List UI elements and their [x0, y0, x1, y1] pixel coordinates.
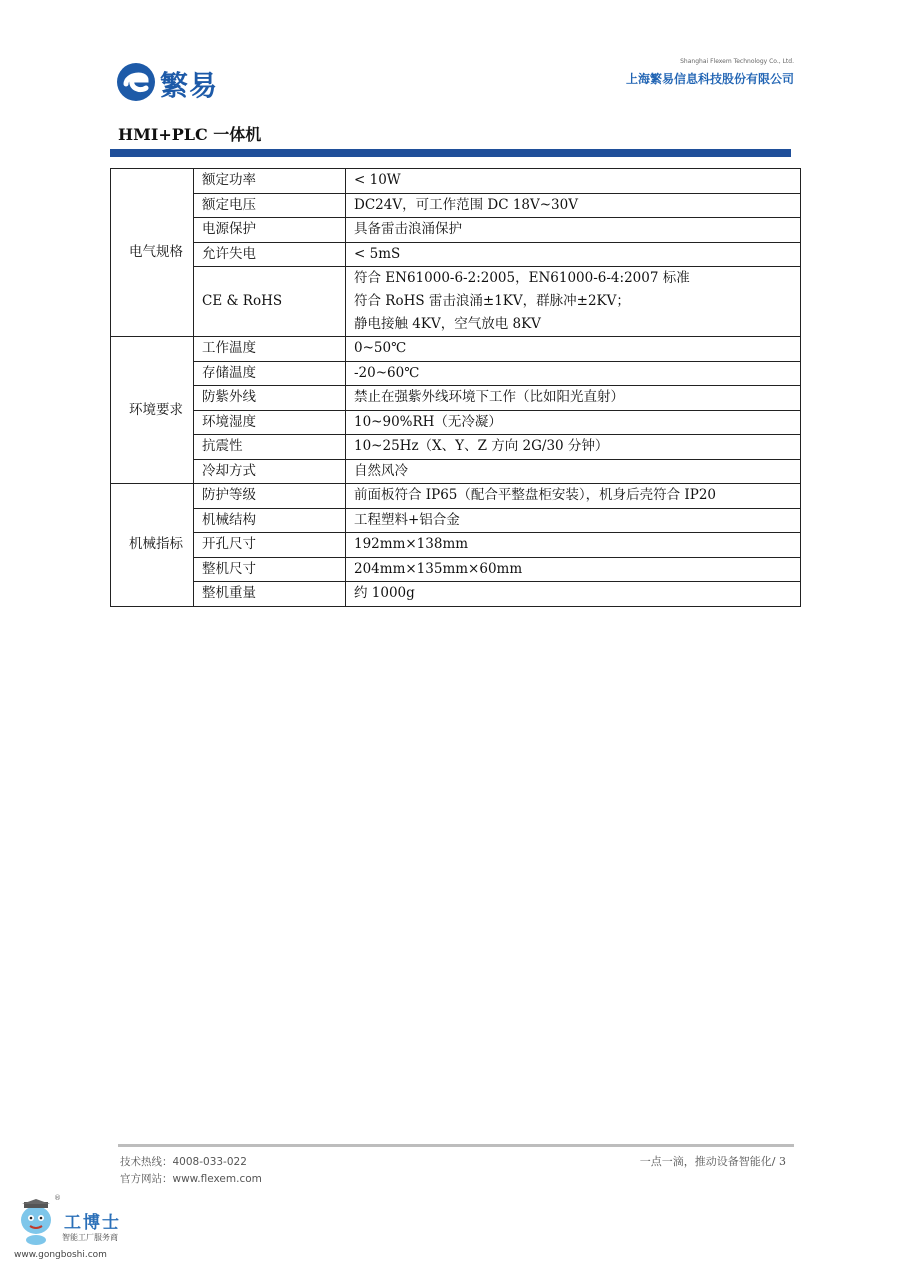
value-line: 禁止在强紫外线环境下工作（比如阳光直射）: [354, 389, 624, 406]
value-line: 前面板符合 IP65（配合平整盘柜安装），机身后壳符合 IP20: [354, 487, 717, 504]
parameter-cell: 防紫外线: [194, 386, 346, 411]
category-cell: 电气规格: [111, 169, 194, 337]
table-row: [111, 557, 801, 582]
table-row: [111, 410, 801, 435]
table-row: [111, 582, 801, 607]
value-cell: [346, 582, 801, 607]
value-line: 具备雷击浪涌保护: [354, 221, 462, 238]
value-line: 192mm×138mm: [354, 536, 469, 553]
parameter-cell: 冷却方式: [194, 459, 346, 484]
value-line: 204mm×135mm×60mm: [354, 560, 523, 577]
value-cell: [346, 410, 801, 435]
footer-divider: [118, 1144, 794, 1147]
watermark-url: www.gongboshi.com: [14, 1250, 107, 1260]
mascot-icon: [12, 1198, 60, 1246]
company-logo: [116, 62, 236, 106]
watermark-subtitle: 智能工厂服务商: [62, 1233, 118, 1242]
footer-contact: [120, 1154, 262, 1188]
table-row: [111, 386, 801, 411]
value-cell: [346, 193, 801, 218]
parameter-cell: 额定电压: [194, 193, 346, 218]
table-row: [111, 459, 801, 484]
table-row: [111, 218, 801, 243]
value-line: 工程塑料+铝合金: [354, 511, 460, 528]
logo-text: 繁易: [160, 69, 219, 102]
parameter-cell: 整机重量: [194, 582, 346, 607]
value-line: 0~50℃: [354, 340, 407, 357]
value-cell: [346, 218, 801, 243]
value-line: -20~60℃: [354, 364, 420, 381]
parameter-cell: 整机尺寸: [194, 557, 346, 582]
value-cell: [346, 267, 801, 337]
document-title: HMI+PLC 一体机: [118, 125, 262, 144]
value-line: 静电接触 4KV，空气放电 8KV: [354, 316, 541, 332]
value-cell: [346, 484, 801, 509]
registered-mark: ®: [54, 1194, 61, 1202]
value-line: 自然风冷: [354, 462, 408, 479]
flexem-logo-icon: [116, 62, 156, 102]
table-row: [111, 337, 801, 362]
title-divider-bar: [110, 149, 791, 157]
value-cell: [346, 169, 801, 194]
value-line: DC24V，可工作范围 DC 18V~30V: [354, 196, 578, 213]
table-row: [111, 508, 801, 533]
hotline-text: 技术热线：4008-033-022: [120, 1156, 247, 1168]
value-line: < 5mS: [354, 245, 401, 262]
table-row: [111, 533, 801, 558]
page-number: 3: [779, 1155, 786, 1168]
parameter-cell: CE & RoHS: [194, 267, 346, 337]
value-cell: [346, 508, 801, 533]
parameter-cell: 抗震性: [194, 435, 346, 460]
table-row: [111, 169, 801, 194]
parameter-cell: 防护等级: [194, 484, 346, 509]
value-line: 符合 RoHS 雷击浪涌±1KV，群脉冲±2KV；: [354, 293, 630, 309]
parameter-cell: 环境湿度: [194, 410, 346, 435]
value-line: 约 1000g: [354, 585, 415, 602]
value-cell: [346, 435, 801, 460]
value-cell: [346, 337, 801, 362]
parameter-cell: 开孔尺寸: [194, 533, 346, 558]
value-cell: [346, 459, 801, 484]
category-cell: 环境要求: [111, 337, 194, 484]
company-name-chinese: 上海繁易信息科技股份有限公司: [625, 72, 794, 86]
value-line: 10~90%RH（无冷凝）: [354, 413, 502, 430]
table-row: [111, 193, 801, 218]
gongboshi-watermark: [8, 1194, 148, 1266]
category-cell: 机械指标: [111, 484, 194, 607]
footer-slogan: [640, 1153, 786, 1169]
slogan-text: 一点一滴，推动设备智能化/: [639, 1155, 776, 1168]
table-row: [111, 484, 801, 509]
watermark-title: 工博士: [64, 1213, 121, 1233]
value-line: 符合 EN61000-6-2:2005，EN61000-6-4:2007 标准: [354, 270, 690, 286]
value-cell: [346, 386, 801, 411]
table-row: [111, 361, 801, 386]
company-name-english: Shanghai Flexem Technology Co., Ltd.: [680, 58, 794, 65]
value-line: 10~25Hz（X、Y、Z 方向 2G/30 分钟）: [354, 438, 609, 455]
parameter-cell: 允许失电: [194, 242, 346, 267]
parameter-cell: 机械结构: [194, 508, 346, 533]
value-cell: [346, 242, 801, 267]
value-cell: [346, 557, 801, 582]
value-line: < 10W: [354, 172, 401, 189]
parameter-cell: 电源保护: [194, 218, 346, 243]
parameter-cell: 额定功率: [194, 169, 346, 194]
table-row: [111, 267, 801, 337]
parameter-cell: 工作温度: [194, 337, 346, 362]
table-row: [111, 242, 801, 267]
website-text: 官方网站：www.flexem.com: [120, 1173, 262, 1185]
value-cell: [346, 361, 801, 386]
value-cell: [346, 533, 801, 558]
spec-table: [110, 168, 801, 607]
table-row: [111, 435, 801, 460]
parameter-cell: 存储温度: [194, 361, 346, 386]
